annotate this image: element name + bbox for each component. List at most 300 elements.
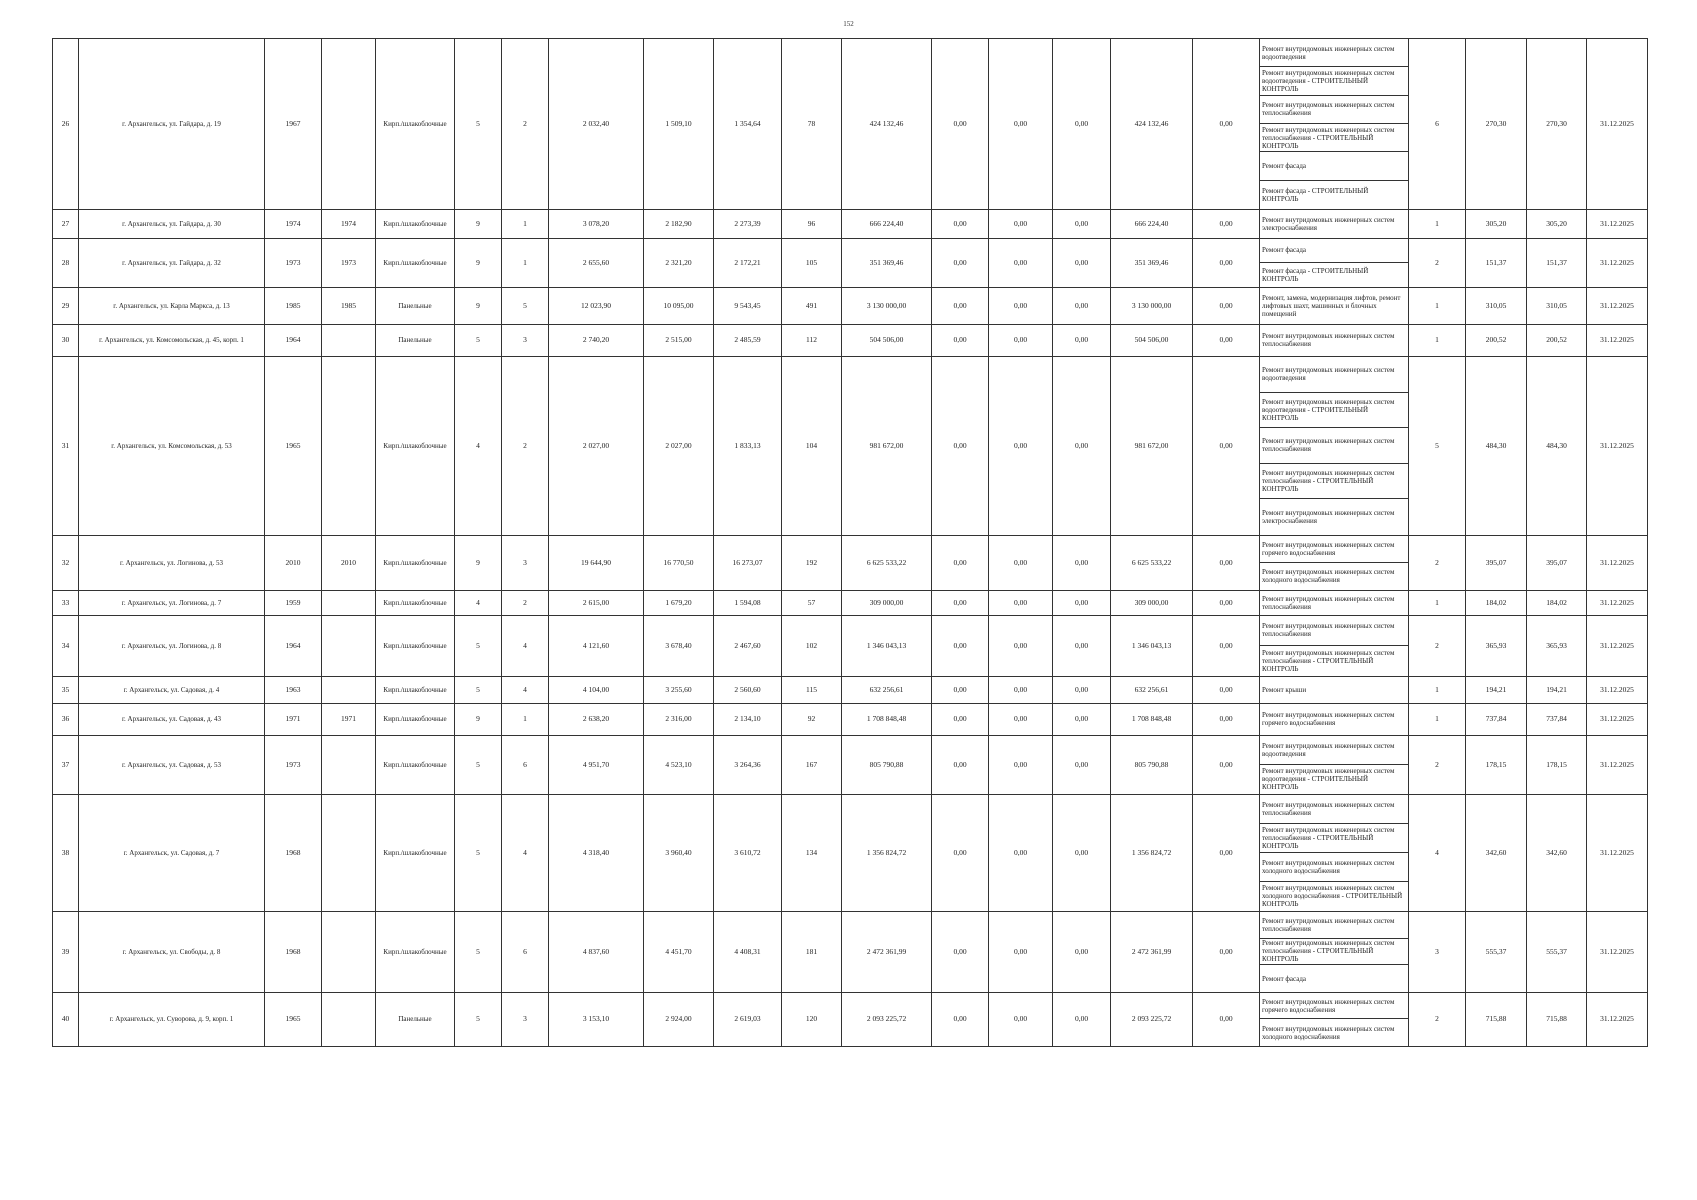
total-cost-cell: 1 708 848,48 xyxy=(842,703,932,735)
residents-cell: 120 xyxy=(782,992,842,1046)
living-area-cell: 2 316,00 xyxy=(644,703,714,735)
floors-cell: 5 xyxy=(455,39,502,210)
table-row xyxy=(53,356,1648,535)
work-count-cell: 1 xyxy=(1409,590,1466,615)
fund-source-2-cell: 0,00 xyxy=(989,676,1053,703)
work-type-label: Ремонт внутридомовых инженерных систем теплоснабжения - СТРОИТЕЛЬНЫЙ КОНТРОЛЬ xyxy=(1262,648,1395,673)
cost-per-m2-cell: 178,15 xyxy=(1466,735,1527,794)
fund-source-1-cell: 0,00 xyxy=(932,794,989,911)
residential-area-cell: 2 134,10 xyxy=(714,703,782,735)
deadline-cell: 31.12.2025 xyxy=(1587,911,1648,992)
work-types-cell xyxy=(1260,794,1409,911)
total-cost-cell: 981 672,00 xyxy=(842,356,932,535)
work-type-label: Ремонт внутридомовых инженерных систем водоотведения - СТРОИТЕЛЬНЫЙ КОНТРОЛЬ xyxy=(1262,68,1395,94)
address-cell: г. Архангельск, ул. Логинова, д. 53 xyxy=(79,535,265,590)
work-types-cell xyxy=(1260,911,1409,992)
cost-limit-cell: 555,37 xyxy=(1527,911,1587,992)
entrances-cell: 2 xyxy=(502,39,549,210)
floors-cell: 9 xyxy=(455,238,502,287)
table-row xyxy=(53,209,1648,238)
residential-area-cell: 1 594,08 xyxy=(714,590,782,615)
living-area-cell: 1 509,10 xyxy=(644,39,714,210)
work-type-label: Ремонт внутридомовых инженерных систем теплоснабжения xyxy=(1262,332,1395,349)
residents-cell: 192 xyxy=(782,535,842,590)
wall-material-cell: Панельные xyxy=(376,992,455,1046)
work-count-cell: 1 xyxy=(1409,209,1466,238)
wall-material-cell: Кирп./шлакоблочные xyxy=(376,238,455,287)
owners-funds-cell: 424 132,46 xyxy=(1111,39,1193,210)
deadline-cell: 31.12.2025 xyxy=(1587,209,1648,238)
work-type-item xyxy=(1260,464,1408,500)
page-number: 152 xyxy=(843,20,854,28)
deadline-cell: 31.12.2025 xyxy=(1587,735,1648,794)
residents-cell: 115 xyxy=(782,676,842,703)
owners-funds-cell: 981 672,00 xyxy=(1111,356,1193,535)
total-area-cell: 4 837,60 xyxy=(549,911,644,992)
owners-funds-cell: 2 472 361,99 xyxy=(1111,911,1193,992)
entrances-cell: 6 xyxy=(502,735,549,794)
fund-source-2-cell: 0,00 xyxy=(989,590,1053,615)
year-built-cell: 1963 xyxy=(265,676,322,703)
living-area-cell: 2 924,00 xyxy=(644,992,714,1046)
total-cost-cell: 2 093 225,72 xyxy=(842,992,932,1046)
fund-source-1-cell: 0,00 xyxy=(932,703,989,735)
year-renovation-cell xyxy=(322,324,376,356)
work-count-cell: 1 xyxy=(1409,676,1466,703)
owners-funds-cell: 1 708 848,48 xyxy=(1111,703,1193,735)
work-types-cell xyxy=(1260,590,1409,615)
residents-cell: 104 xyxy=(782,356,842,535)
fund-source-1-cell: 0,00 xyxy=(932,911,989,992)
work-type-item xyxy=(1260,993,1408,1020)
fund-source-1-cell: 0,00 xyxy=(932,992,989,1046)
work-type-item xyxy=(1260,536,1408,563)
owners-funds-cell: 504 506,00 xyxy=(1111,324,1193,356)
cost-per-m2-cell: 151,37 xyxy=(1466,238,1527,287)
residents-cell: 112 xyxy=(782,324,842,356)
fund-source-3-cell: 0,00 xyxy=(1053,911,1111,992)
work-type-item xyxy=(1260,795,1408,824)
address-cell: г. Архангельск, ул. Садовая, д. 7 xyxy=(79,794,265,911)
fund-source-2-cell: 0,00 xyxy=(989,535,1053,590)
year-renovation-cell: 1971 xyxy=(322,703,376,735)
work-type-label: Ремонт, замена, модернизация лифтов, ремонт лифтовых шахт, машинных и блочных помещений xyxy=(1262,293,1401,318)
table-row xyxy=(53,238,1648,287)
work-type-item xyxy=(1260,1019,1408,1046)
other-funds-cell: 0,00 xyxy=(1193,794,1260,911)
cost-per-m2-cell: 484,30 xyxy=(1466,356,1527,535)
work-type-label: Ремонт внутридомовых инженерных систем водоотведения xyxy=(1262,741,1395,758)
cost-limit-cell: 184,02 xyxy=(1527,590,1587,615)
table-row xyxy=(53,287,1648,324)
work-type-label: Ремонт фасада - СТРОИТЕЛЬНЫЙ КОНТРОЛЬ xyxy=(1262,186,1369,203)
residential-area-cell: 9 543,45 xyxy=(714,287,782,324)
cost-per-m2-cell: 200,52 xyxy=(1466,324,1527,356)
work-type-label: Ремонт внутридомовых инженерных систем холодного водоснабжения xyxy=(1262,1024,1395,1041)
work-type-label: Ремонт внутридомовых инженерных систем электроснабжения xyxy=(1262,509,1395,526)
year-built-cell: 1964 xyxy=(265,615,322,676)
work-type-label: Ремонт внутридомовых инженерных систем теплоснабжения xyxy=(1262,800,1395,817)
residents-cell: 491 xyxy=(782,287,842,324)
owners-funds-cell: 666 224,40 xyxy=(1111,209,1193,238)
cost-limit-cell: 310,05 xyxy=(1527,287,1587,324)
wall-material-cell: Кирп./шлакоблочные xyxy=(376,703,455,735)
fund-source-2-cell: 0,00 xyxy=(989,356,1053,535)
work-type-item xyxy=(1260,181,1408,209)
address-cell: г. Архангельск, ул. Свободы, д. 8 xyxy=(79,911,265,992)
other-funds-cell: 0,00 xyxy=(1193,324,1260,356)
cost-limit-cell: 200,52 xyxy=(1527,324,1587,356)
work-count-cell: 5 xyxy=(1409,356,1466,535)
work-type-label: Ремонт внутридомовых инженерных систем теплоснабжения xyxy=(1262,101,1395,118)
fund-source-2-cell: 0,00 xyxy=(989,238,1053,287)
other-funds-cell: 0,00 xyxy=(1193,992,1260,1046)
total-cost-cell: 504 506,00 xyxy=(842,324,932,356)
floors-cell: 4 xyxy=(455,590,502,615)
total-area-cell: 4 951,70 xyxy=(549,735,644,794)
address-cell: г. Архангельск, ул. Гайдара, д. 32 xyxy=(79,238,265,287)
work-type-label: Ремонт внутридомовых инженерных систем теплоснабжения - СТРОИТЕЛЬНЫЙ КОНТРОЛЬ xyxy=(1262,825,1395,850)
cost-limit-cell: 194,21 xyxy=(1527,676,1587,703)
work-type-item xyxy=(1260,616,1408,646)
work-type-item xyxy=(1260,939,1408,966)
living-area-cell: 4 523,10 xyxy=(644,735,714,794)
fund-source-2-cell: 0,00 xyxy=(989,911,1053,992)
fund-source-1-cell: 0,00 xyxy=(932,209,989,238)
deadline-cell: 31.12.2025 xyxy=(1587,676,1648,703)
work-type-item xyxy=(1260,882,1408,911)
row-number: 26 xyxy=(53,39,79,210)
year-built-cell: 1974 xyxy=(265,209,322,238)
address-cell: г. Архангельск, ул. Садовая, д. 53 xyxy=(79,735,265,794)
deadline-cell: 31.12.2025 xyxy=(1587,535,1648,590)
work-type-item xyxy=(1260,591,1408,615)
fund-source-3-cell: 0,00 xyxy=(1053,992,1111,1046)
residential-area-cell: 3 264,36 xyxy=(714,735,782,794)
work-type-item xyxy=(1260,499,1408,535)
work-type-item xyxy=(1260,765,1408,794)
work-type-label: Ремонт внутридомовых инженерных систем теплоснабжения xyxy=(1262,594,1395,611)
living-area-cell: 3 678,40 xyxy=(644,615,714,676)
year-renovation-cell xyxy=(322,735,376,794)
address-cell: г. Архангельск, ул. Садовая, д. 43 xyxy=(79,703,265,735)
other-funds-cell: 0,00 xyxy=(1193,39,1260,210)
fund-source-1-cell: 0,00 xyxy=(932,535,989,590)
fund-source-1-cell: 0,00 xyxy=(932,735,989,794)
row-number: 27 xyxy=(53,209,79,238)
entrances-cell: 2 xyxy=(502,356,549,535)
other-funds-cell: 0,00 xyxy=(1193,590,1260,615)
repair-program-table xyxy=(52,38,1648,1047)
fund-source-2-cell: 0,00 xyxy=(989,735,1053,794)
work-type-label: Ремонт внутридомовых инженерных систем водоотведения - СТРОИТЕЛЬНЫЙ КОНТРОЛЬ xyxy=(1262,397,1395,422)
total-cost-cell: 6 625 533,22 xyxy=(842,535,932,590)
entrances-cell: 3 xyxy=(502,324,549,356)
floors-cell: 9 xyxy=(455,703,502,735)
floors-cell: 9 xyxy=(455,287,502,324)
fund-source-2-cell: 0,00 xyxy=(989,324,1053,356)
year-renovation-cell xyxy=(322,615,376,676)
year-renovation-cell xyxy=(322,39,376,210)
work-type-item xyxy=(1260,263,1408,287)
deadline-cell: 31.12.2025 xyxy=(1587,992,1648,1046)
entrances-cell: 5 xyxy=(502,287,549,324)
work-count-cell: 1 xyxy=(1409,324,1466,356)
work-type-item xyxy=(1260,428,1408,464)
row-number: 28 xyxy=(53,238,79,287)
residential-area-cell: 2 467,60 xyxy=(714,615,782,676)
cost-per-m2-cell: 365,93 xyxy=(1466,615,1527,676)
cost-per-m2-cell: 184,02 xyxy=(1466,590,1527,615)
work-count-cell: 2 xyxy=(1409,735,1466,794)
fund-source-2-cell: 0,00 xyxy=(989,39,1053,210)
deadline-cell: 31.12.2025 xyxy=(1587,238,1648,287)
work-type-item xyxy=(1260,965,1408,992)
fund-source-3-cell: 0,00 xyxy=(1053,676,1111,703)
wall-material-cell: Кирп./шлакоблочные xyxy=(376,590,455,615)
fund-source-3-cell: 0,00 xyxy=(1053,535,1111,590)
owners-funds-cell: 309 000,00 xyxy=(1111,590,1193,615)
other-funds-cell: 0,00 xyxy=(1193,287,1260,324)
residential-area-cell: 2 619,03 xyxy=(714,992,782,1046)
work-type-item xyxy=(1260,152,1408,180)
owners-funds-cell: 632 256,61 xyxy=(1111,676,1193,703)
residents-cell: 78 xyxy=(782,39,842,210)
year-built-cell: 1968 xyxy=(265,911,322,992)
total-area-cell: 2 740,20 xyxy=(549,324,644,356)
fund-source-1-cell: 0,00 xyxy=(932,590,989,615)
cost-limit-cell: 365,93 xyxy=(1527,615,1587,676)
floors-cell: 5 xyxy=(455,911,502,992)
owners-funds-cell: 3 130 000,00 xyxy=(1111,287,1193,324)
year-renovation-cell: 1974 xyxy=(322,209,376,238)
cost-per-m2-cell: 737,84 xyxy=(1466,703,1527,735)
work-type-item xyxy=(1260,325,1408,356)
work-count-cell: 2 xyxy=(1409,615,1466,676)
residential-area-cell: 16 273,07 xyxy=(714,535,782,590)
work-type-label: Ремонт фасада xyxy=(1262,161,1307,170)
year-built-cell: 1968 xyxy=(265,794,322,911)
other-funds-cell: 0,00 xyxy=(1193,735,1260,794)
fund-source-1-cell: 0,00 xyxy=(932,238,989,287)
work-type-label: Ремонт внутридомовых инженерных систем теплоснабжения - СТРОИТЕЛЬНЫЙ КОНТРОЛЬ xyxy=(1262,468,1395,494)
other-funds-cell: 0,00 xyxy=(1193,703,1260,735)
deadline-cell: 31.12.2025 xyxy=(1587,794,1648,911)
work-type-item xyxy=(1260,239,1408,263)
cost-per-m2-cell: 270,30 xyxy=(1466,39,1527,210)
work-type-item xyxy=(1260,288,1408,324)
entrances-cell: 2 xyxy=(502,590,549,615)
floors-cell: 9 xyxy=(455,209,502,238)
wall-material-cell: Панельные xyxy=(376,287,455,324)
year-renovation-cell xyxy=(322,676,376,703)
year-renovation-cell: 2010 xyxy=(322,535,376,590)
year-built-cell: 1964 xyxy=(265,324,322,356)
row-number: 36 xyxy=(53,703,79,735)
wall-material-cell: Кирп./шлакоблочные xyxy=(376,794,455,911)
work-type-label: Ремонт внутридомовых инженерных систем водоотведения xyxy=(1262,44,1395,61)
work-type-label: Ремонт фасада xyxy=(1262,246,1307,255)
address-cell: г. Архангельск, ул. Комсомольская, д. 45, корп. 1 xyxy=(79,324,265,356)
work-count-cell: 2 xyxy=(1409,992,1466,1046)
residents-cell: 57 xyxy=(782,590,842,615)
year-built-cell: 1973 xyxy=(265,238,322,287)
other-funds-cell: 0,00 xyxy=(1193,615,1260,676)
table-row xyxy=(53,794,1648,911)
wall-material-cell: Панельные xyxy=(376,324,455,356)
total-area-cell: 2 615,00 xyxy=(549,590,644,615)
work-type-item xyxy=(1260,646,1408,676)
residents-cell: 92 xyxy=(782,703,842,735)
address-cell: г. Архангельск, ул. Логинова, д. 7 xyxy=(79,590,265,615)
fund-source-3-cell: 0,00 xyxy=(1053,615,1111,676)
cost-per-m2-cell: 342,60 xyxy=(1466,794,1527,911)
fund-source-3-cell: 0,00 xyxy=(1053,735,1111,794)
address-cell: г. Архангельск, ул. Комсомольская, д. 53 xyxy=(79,356,265,535)
work-type-item xyxy=(1260,357,1408,393)
work-count-cell: 6 xyxy=(1409,39,1466,210)
work-types-cell xyxy=(1260,992,1409,1046)
work-type-label: Ремонт внутридомовых инженерных систем водоотведения - СТРОИТЕЛЬНЫЙ КОНТРОЛЬ xyxy=(1262,767,1395,792)
table-row xyxy=(53,676,1648,703)
owners-funds-cell: 1 356 824,72 xyxy=(1111,794,1193,911)
residential-area-cell: 2 560,60 xyxy=(714,676,782,703)
fund-source-1-cell: 0,00 xyxy=(932,39,989,210)
table-row xyxy=(53,735,1648,794)
deadline-cell: 31.12.2025 xyxy=(1587,703,1648,735)
work-types-cell xyxy=(1260,703,1409,735)
work-type-item xyxy=(1260,736,1408,765)
total-area-cell: 4 121,60 xyxy=(549,615,644,676)
other-funds-cell: 0,00 xyxy=(1193,356,1260,535)
residents-cell: 134 xyxy=(782,794,842,911)
cost-per-m2-cell: 310,05 xyxy=(1466,287,1527,324)
address-cell: г. Архангельск, ул. Садовая, д. 4 xyxy=(79,676,265,703)
cost-limit-cell: 151,37 xyxy=(1527,238,1587,287)
cost-limit-cell: 737,84 xyxy=(1527,703,1587,735)
work-types-cell xyxy=(1260,676,1409,703)
work-type-label: Ремонт внутридомовых инженерных систем электроснабжения xyxy=(1262,215,1395,232)
other-funds-cell: 0,00 xyxy=(1193,911,1260,992)
deadline-cell: 31.12.2025 xyxy=(1587,39,1648,210)
work-types-cell xyxy=(1260,615,1409,676)
work-count-cell: 3 xyxy=(1409,911,1466,992)
living-area-cell: 2 027,00 xyxy=(644,356,714,535)
work-types-cell xyxy=(1260,356,1409,535)
table-body xyxy=(53,39,1648,1047)
residential-area-cell: 3 610,72 xyxy=(714,794,782,911)
work-type-label: Ремонт внутридомовых инженерных систем холодного водоснабжения xyxy=(1262,568,1395,585)
entrances-cell: 3 xyxy=(502,992,549,1046)
wall-material-cell: Кирп./шлакоблочные xyxy=(376,735,455,794)
year-built-cell: 2010 xyxy=(265,535,322,590)
residential-area-cell: 1 354,64 xyxy=(714,39,782,210)
work-types-cell xyxy=(1260,535,1409,590)
work-type-item xyxy=(1260,39,1408,67)
living-area-cell: 2 515,00 xyxy=(644,324,714,356)
total-cost-cell: 424 132,46 xyxy=(842,39,932,210)
table-row xyxy=(53,324,1648,356)
floors-cell: 9 xyxy=(455,535,502,590)
floors-cell: 5 xyxy=(455,615,502,676)
address-cell: г. Архангельск, ул. Гайдара, д. 19 xyxy=(79,39,265,210)
table-row xyxy=(53,590,1648,615)
owners-funds-cell: 6 625 533,22 xyxy=(1111,535,1193,590)
year-built-cell: 1959 xyxy=(265,590,322,615)
total-cost-cell: 351 369,46 xyxy=(842,238,932,287)
work-type-item xyxy=(1260,124,1408,152)
cost-per-m2-cell: 555,37 xyxy=(1466,911,1527,992)
work-type-item xyxy=(1260,67,1408,95)
fund-source-1-cell: 0,00 xyxy=(932,676,989,703)
total-area-cell: 2 032,40 xyxy=(549,39,644,210)
wall-material-cell: Кирп./шлакоблочные xyxy=(376,209,455,238)
residents-cell: 105 xyxy=(782,238,842,287)
fund-source-2-cell: 0,00 xyxy=(989,209,1053,238)
table-row xyxy=(53,703,1648,735)
year-renovation-cell xyxy=(322,911,376,992)
living-area-cell: 2 182,90 xyxy=(644,209,714,238)
work-count-cell: 1 xyxy=(1409,703,1466,735)
work-types-cell xyxy=(1260,209,1409,238)
cost-per-m2-cell: 715,88 xyxy=(1466,992,1527,1046)
work-type-item xyxy=(1260,393,1408,429)
row-number: 32 xyxy=(53,535,79,590)
work-type-label: Ремонт фасада xyxy=(1262,974,1307,983)
address-cell: г. Архангельск, ул. Логинова, д. 8 xyxy=(79,615,265,676)
cost-limit-cell: 715,88 xyxy=(1527,992,1587,1046)
entrances-cell: 1 xyxy=(502,238,549,287)
total-area-cell: 3 153,10 xyxy=(549,992,644,1046)
work-type-label: Ремонт внутридомовых инженерных систем теплоснабжения xyxy=(1262,622,1395,639)
entrances-cell: 1 xyxy=(502,703,549,735)
work-types-cell xyxy=(1260,735,1409,794)
work-type-label: Ремонт внутридомовых инженерных систем теплоснабжения xyxy=(1262,916,1395,933)
total-area-cell: 2 655,60 xyxy=(549,238,644,287)
wall-material-cell: Кирп./шлакоблочные xyxy=(376,911,455,992)
address-cell: г. Архангельск, ул. Гайдара, д. 30 xyxy=(79,209,265,238)
fund-source-3-cell: 0,00 xyxy=(1053,39,1111,210)
work-type-item xyxy=(1260,824,1408,853)
residents-cell: 102 xyxy=(782,615,842,676)
living-area-cell: 10 095,00 xyxy=(644,287,714,324)
work-count-cell: 1 xyxy=(1409,287,1466,324)
year-built-cell: 1985 xyxy=(265,287,322,324)
deadline-cell: 31.12.2025 xyxy=(1587,356,1648,535)
work-type-item xyxy=(1260,704,1408,735)
total-area-cell: 19 644,90 xyxy=(549,535,644,590)
cost-limit-cell: 178,15 xyxy=(1527,735,1587,794)
work-type-label: Ремонт внутридомовых инженерных систем водоотведения xyxy=(1262,366,1395,383)
fund-source-2-cell: 0,00 xyxy=(989,287,1053,324)
total-area-cell: 4 104,00 xyxy=(549,676,644,703)
total-area-cell: 2 638,20 xyxy=(549,703,644,735)
entrances-cell: 3 xyxy=(502,535,549,590)
cost-per-m2-cell: 395,07 xyxy=(1466,535,1527,590)
work-type-item xyxy=(1260,912,1408,939)
fund-source-3-cell: 0,00 xyxy=(1053,324,1111,356)
year-renovation-cell xyxy=(322,794,376,911)
wall-material-cell: Кирп./шлакоблочные xyxy=(376,615,455,676)
year-built-cell: 1967 xyxy=(265,39,322,210)
work-type-label: Ремонт внутридомовых инженерных систем теплоснабжения - СТРОИТЕЛЬНЫЙ КОНТРОЛЬ xyxy=(1262,125,1395,150)
residential-area-cell: 2 485,59 xyxy=(714,324,782,356)
row-number: 39 xyxy=(53,911,79,992)
fund-source-1-cell: 0,00 xyxy=(932,324,989,356)
row-number: 37 xyxy=(53,735,79,794)
work-types-cell xyxy=(1260,287,1409,324)
total-cost-cell: 1 346 043,13 xyxy=(842,615,932,676)
